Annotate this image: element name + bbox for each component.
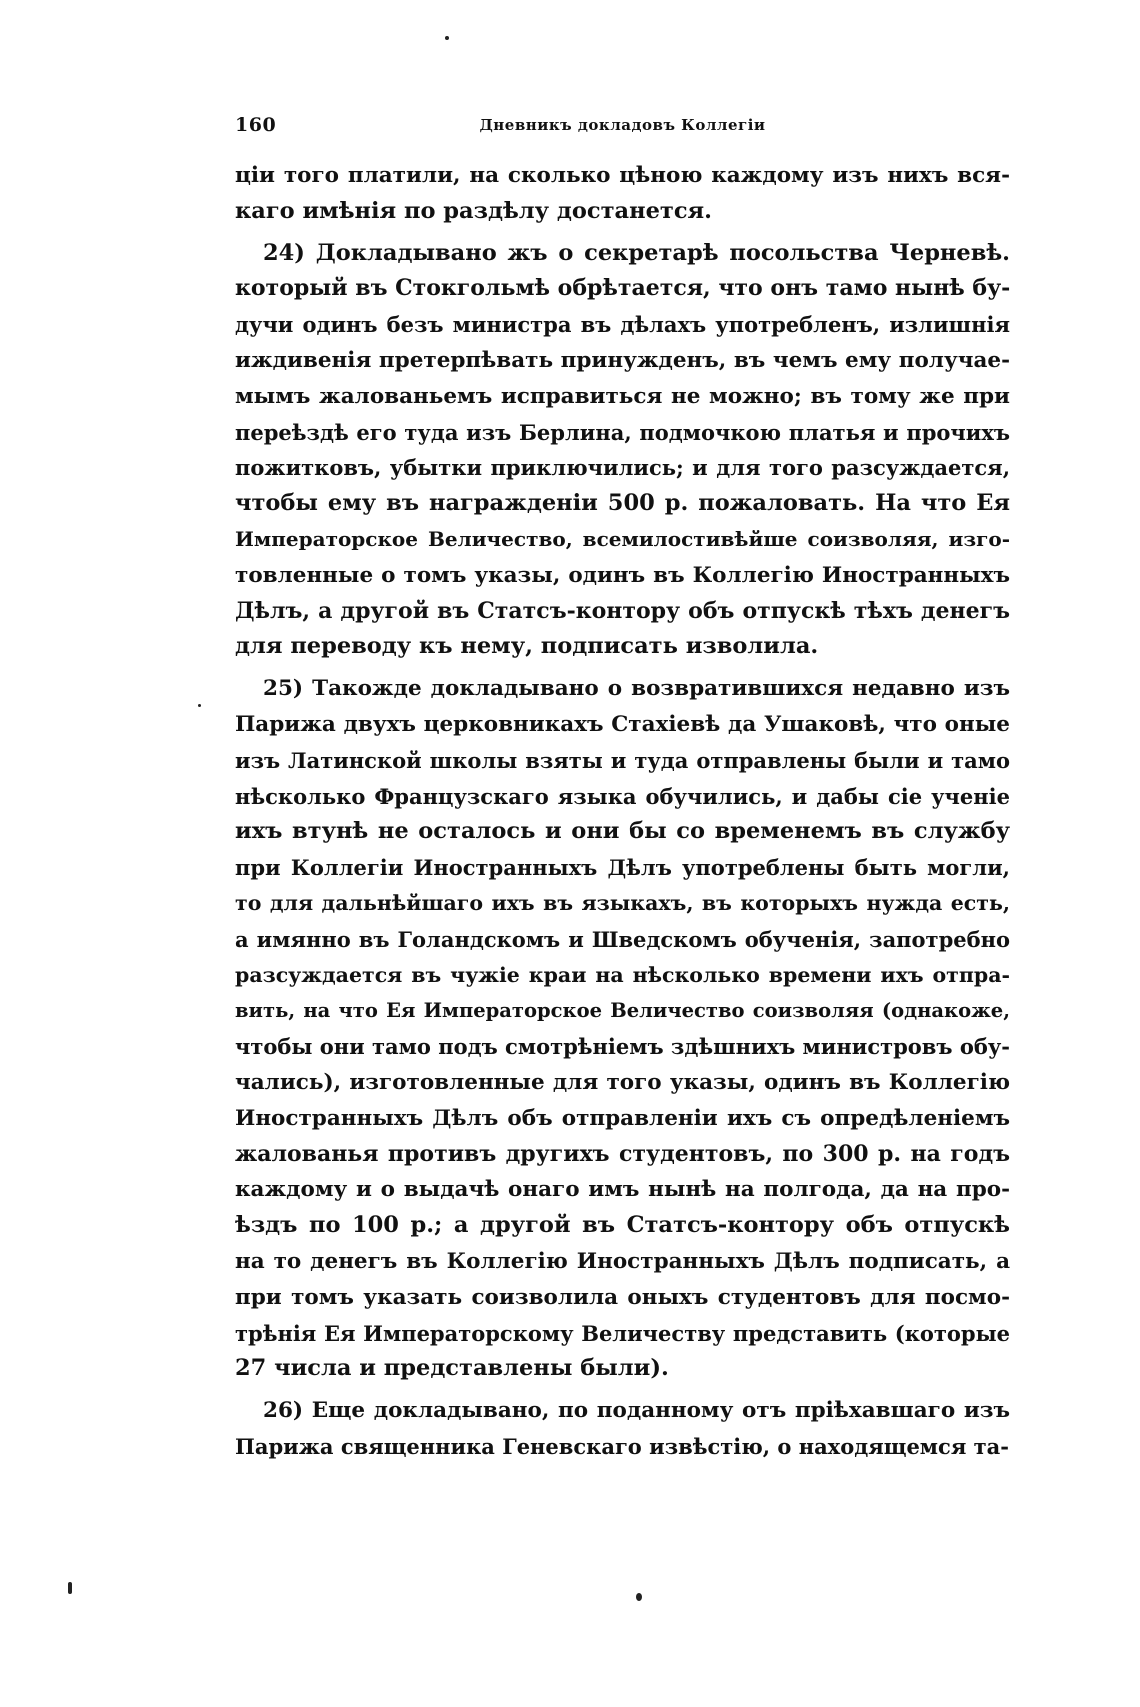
- text-line: нѣсколько Французскаго языка обучились, и дабы сіе ученіе: [235, 783, 1010, 809]
- paragraph: [235, 158, 1010, 230]
- text-line: разсуждается въ чужіе краи на нѣсколько времени ихъ отпра-: [235, 962, 1010, 987]
- text-line: на то денегъ въ Коллегію Иностранныхъ Дѣлъ подписать, а: [235, 1248, 1010, 1274]
- text-line: жалованья противъ другихъ студентовъ, по 300 р. на годъ: [235, 1140, 1010, 1167]
- text-line: при Коллегіи Иностранныхъ Дѣлъ употреблены быть могли,: [235, 855, 1010, 881]
- text-line: который въ Стокгольмѣ обрѣтается, что онъ тамо нынѣ бу-: [235, 275, 1011, 302]
- page-number: 160: [235, 114, 277, 136]
- print-speck: [68, 1582, 72, 1594]
- body-text: [235, 158, 1010, 1465]
- text-line: вить, на что Ея Императорское Величество соизволяя (однакоже,: [235, 999, 1010, 1023]
- text-line: Парижа двухъ церковникахъ Стахіевѣ да Ушаковѣ, что оные: [235, 711, 1010, 737]
- text-line: чтобы ему въ награжденіи 500 р. пожаловать. На что Ея: [235, 490, 1010, 517]
- text-line: ціи того платили, на сколько цѣною каждому изъ нихъ вся-: [235, 163, 1010, 188]
- text-line: Дѣлъ, а другой въ Статсъ-контору объ отпускѣ тѣхъ денегъ: [235, 597, 1010, 624]
- print-speck: [198, 704, 201, 707]
- text-line: ихъ втунѣ не осталось и они бы со временемъ въ службу: [235, 818, 1010, 845]
- text-line: каждому и о выдачѣ онаго имъ нынѣ на полгода, да на про-: [235, 1177, 1010, 1203]
- text-line: Парижа священника Геневскаго извѣстію, о находящемся та-: [235, 1433, 1009, 1459]
- print-speck: [445, 36, 449, 40]
- text-line: мымъ жалованьемъ исправиться не можно; въ тому же при: [235, 383, 1010, 409]
- running-title: Дневникъ докладовъ Коллегіи: [479, 116, 766, 134]
- text-line: трѣнія Ея Императорскому Величеству представить (которые: [235, 1320, 1010, 1346]
- text-line: ѣздъ по 100 р.; а другой въ Статсъ-контору объ отпускѣ: [235, 1212, 1010, 1239]
- text-line: товленные о томъ указы, одинъ въ Коллегію Иностранныхъ: [235, 562, 1010, 588]
- text-line: то для дальнѣйшаго ихъ въ языкахъ, въ которыхъ нужда есть,: [235, 890, 1010, 915]
- text-line: при томъ указать соизволила оныхъ студентовъ для посмо-: [235, 1284, 1010, 1310]
- text-line: пожитковъ, убытки приключились; и для того разсуждается,: [235, 455, 1010, 481]
- text-line: чтобы они тамо подъ смотрѣніемъ здѣшнихъ министровъ обу-: [235, 1034, 1010, 1060]
- text-line: Императорское Величество, всемилостивѣйше соизволяя, изго-: [235, 526, 1010, 551]
- text-line: 26) Еще докладывано, по поданному отъ пріѣхавшаго изъ: [263, 1398, 1010, 1424]
- text-line: 27 числа и представлены были).: [235, 1355, 669, 1382]
- text-line: каго имѣнія по раздѣлу достанется.: [235, 197, 712, 224]
- text-line: дучи одинъ безъ министра въ дѣлахъ употребленъ, излишнія: [235, 312, 1010, 338]
- text-line: 24) Докладывано жъ о секретарѣ посольства Черневѣ.: [263, 239, 1010, 266]
- text-line: Иностранныхъ Дѣлъ объ отправленіи ихъ съ опредѣленіемъ: [235, 1105, 1010, 1131]
- running-head: [235, 108, 1010, 142]
- paragraph: [235, 1393, 1010, 1465]
- text-line: 25) Такожде докладывано о возвратившихся недавно изъ: [263, 676, 1010, 702]
- paragraph: [235, 671, 1010, 1387]
- text-line: чались), изготовленные для того указы, одинъ въ Коллегію: [235, 1069, 1010, 1095]
- text-line: а имянно въ Голандскомъ и Шведскомъ обученія, запотребно: [235, 926, 1010, 952]
- text-line: для переводу къ нему, подписать изволила.: [235, 633, 819, 660]
- text-line: переѣздѣ его туда изъ Берлина, подмочкою платья и прочихъ: [235, 419, 1010, 445]
- text-line: изъ Латинской школы взяты и туда отправлены были и тамо: [235, 747, 1010, 773]
- paragraph: [235, 236, 1010, 666]
- text-line: иждивенія претерпѣвать принужденъ, въ чемъ ему получае-: [235, 347, 1010, 373]
- print-speck: [636, 1593, 642, 1601]
